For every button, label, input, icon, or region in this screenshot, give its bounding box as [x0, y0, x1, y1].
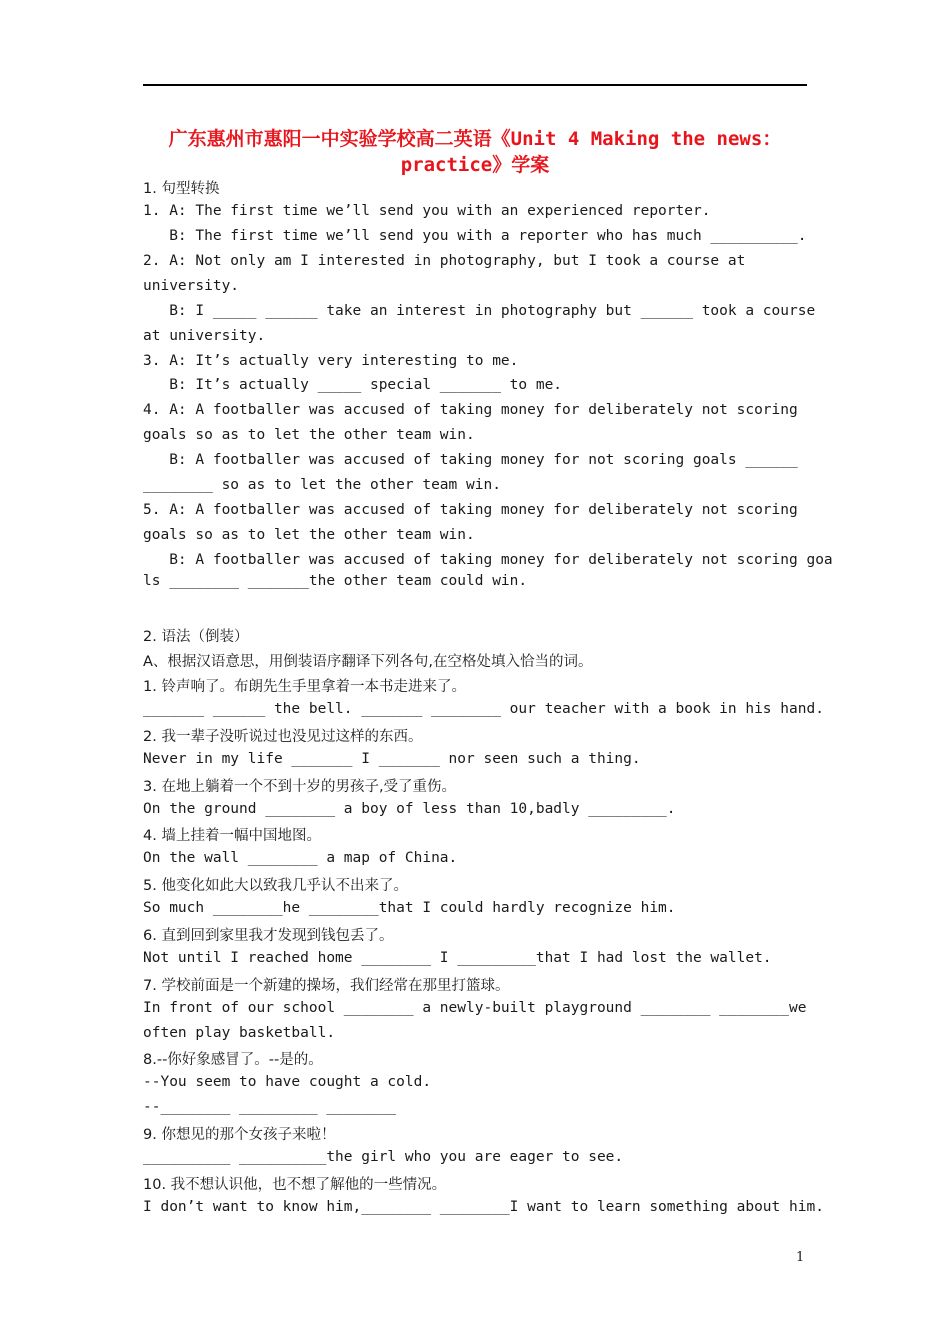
exercise-prompt-cn: 6. 直到回到家里我才发现到钱包丢了。: [143, 928, 394, 944]
exercise-answer-en: __________ __________the girl who you are eager to see.: [143, 1149, 624, 1165]
exercise-answer-en: Not until I reached home ________ I _________that I had lost the wallet.: [143, 950, 772, 966]
section-1-heading: 1. 句型转换: [143, 181, 220, 197]
exercise-answer-en: _______ ______ the bell. _______ ________ our teacher with a book in his hand.: [143, 701, 824, 717]
s1-line: 1. A: The first time we’ll send you with an experienced reporter.: [143, 203, 711, 219]
page-number: 1: [796, 1250, 805, 1265]
s1-line: goals so as to let the other team win.: [143, 527, 475, 543]
exercise-prompt-cn: 8.--你好象感冒了。--是的。: [143, 1052, 323, 1068]
exercise-prompt-cn: 3. 在地上躺着一个不到十岁的男孩子,受了重伤。: [143, 779, 457, 795]
s1-line: ________ so as to let the other team win.: [143, 477, 501, 493]
exercise-answer-en: On the ground ________ a boy of less than 10,badly _________.: [143, 801, 676, 817]
exercise-answer-en: --________ _________ ________: [143, 1099, 397, 1115]
exercise-answer-en: --You seem to have cought a cold.: [143, 1074, 432, 1090]
s1-line: B: A footballer was accused of taking money for deliberately not scoring goa: [143, 552, 833, 568]
exercise-prompt-cn: 7. 学校前面是一个新建的操场，我们经常在那里打篮球。: [143, 978, 510, 994]
section-2-instructions: A、根据汉语意思，用倒装语序翻译下列各句,在空格处填入恰当的词。: [143, 654, 593, 670]
exercise-prompt-cn: 9. 你想见的那个女孩子来啦！: [143, 1127, 336, 1143]
s1-line: 2. A: Not only am I interested in photography, but I took a course at: [143, 253, 746, 269]
document-title-line-2: practice》学案: [400, 154, 550, 176]
exercise-answer-en: So much ________he ________that I could hardly recognize him.: [143, 900, 676, 916]
exercise-answer-en: I don’t want to know him,________ ________I want to learn something about him.: [143, 1199, 824, 1215]
exercise-answer-en: On the wall ________ a map of China.: [143, 850, 458, 866]
s1-line: 5. A: A footballer was accused of taking money for deliberately not scoring: [143, 502, 798, 518]
s1-line: at university.: [143, 328, 266, 344]
s1-line: 4. A: A footballer was accused of taking money for deliberately not scoring: [143, 402, 798, 418]
section-2-heading: 2. 语法（倒装）: [143, 629, 249, 645]
exercise-prompt-cn: 1. 铃声响了。布朗先生手里拿着一本书走进来了。: [143, 679, 466, 695]
s1-line: goals so as to let the other team win.: [143, 427, 475, 443]
s1-line: B: It’s actually _____ special _______ to me.: [143, 377, 563, 393]
exercise-prompt-cn: 2. 我一辈子没听说过也没见过这样的东西。: [143, 729, 423, 745]
document-title-line-1: 广东惠州市惠阳一中实验学校高二英语《Unit 4 Making the news：: [168, 128, 782, 150]
exercise-answer-en: Never in my life _______ I _______ nor seen such a thing.: [143, 751, 641, 767]
header-rule: [143, 84, 807, 86]
exercise-prompt-cn: 10. 我不想认识他，也不想了解他的一些情况。: [143, 1177, 447, 1193]
s1-line: university.: [143, 278, 240, 294]
s1-line: 3. A: It’s actually very interesting to me.: [143, 353, 519, 369]
s1-line: B: A footballer was accused of taking money for not scoring goals ______: [143, 452, 798, 468]
exercise-prompt-cn: 4. 墙上挂着一幅中国地图。: [143, 828, 321, 844]
s1-line: B: The first time we’ll send you with a reporter who has much __________.: [143, 228, 807, 244]
exercise-answer-en: often play basketball.: [143, 1025, 336, 1041]
exercise-prompt-cn: 5. 他变化如此大以致我几乎认不出来了。: [143, 878, 408, 894]
s1-line: B: I _____ ______ take an interest in photography but ______ took a course: [143, 303, 816, 319]
s1-line: ls ________ _______the other team could win.: [143, 573, 528, 589]
exercise-answer-en: In front of our school ________ a newly-built playground ________ ________we: [143, 1000, 807, 1016]
